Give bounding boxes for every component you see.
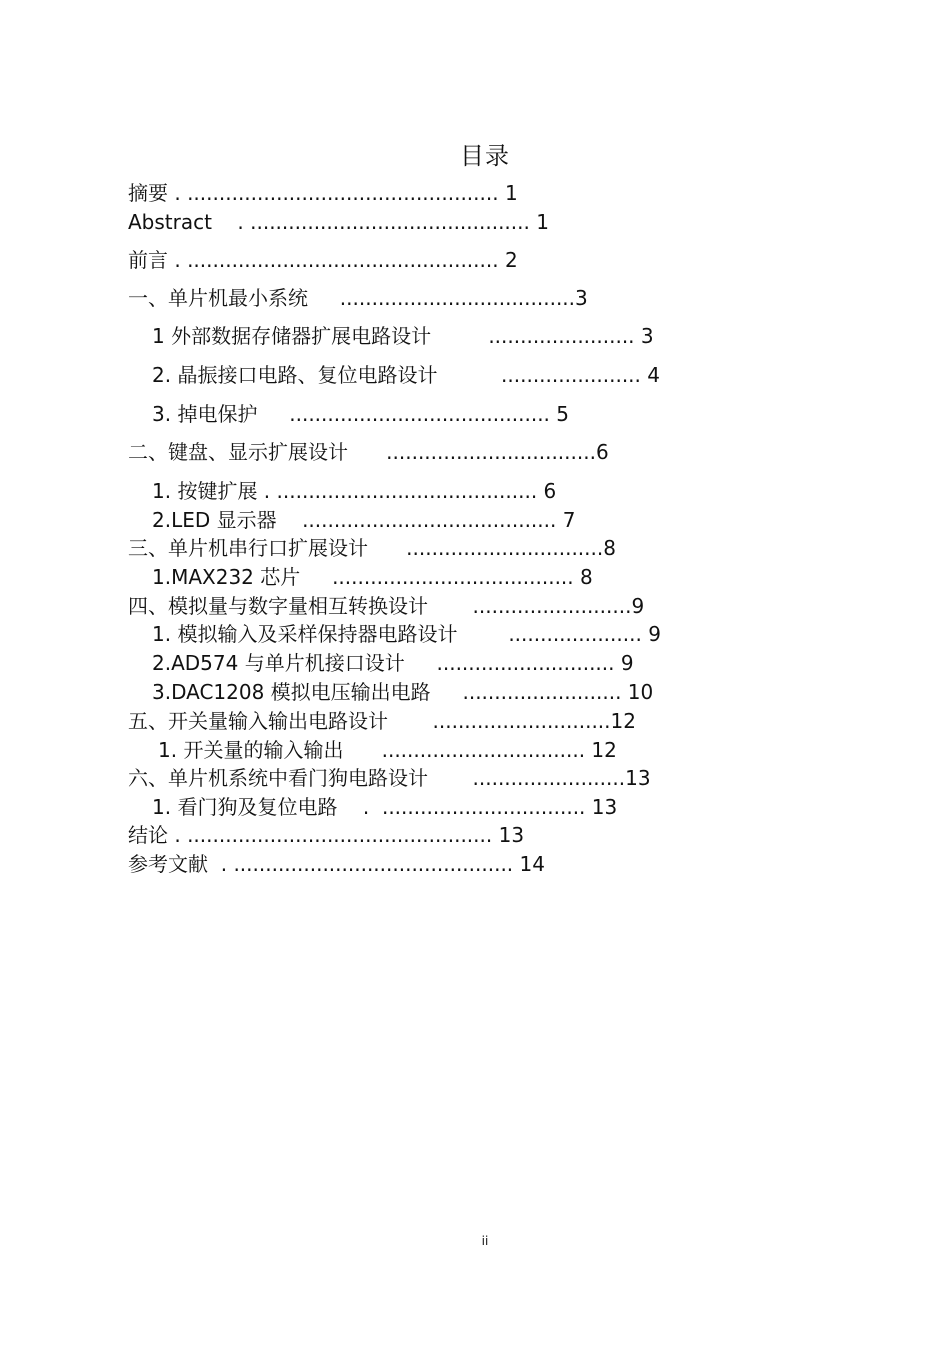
toc-entry-title: 参考文献 (128, 852, 208, 876)
toc-entry[interactable] (128, 440, 609, 464)
toc-entry-title: 3.DAC1208 模拟电压输出电路 (152, 680, 431, 704)
toc-entry-separator (457, 622, 508, 646)
toc-entry-leader: ............................ (436, 651, 621, 675)
toc-entry[interactable] (128, 536, 616, 560)
toc-entry-title: 3. 掉电保护 (152, 402, 258, 426)
toc-entry-title: 2.AD574 与单片机接口设计 (152, 651, 405, 675)
toc-entry[interactable] (128, 286, 588, 310)
toc-entry[interactable] (152, 651, 634, 675)
toc-entry-page-number: 14 (519, 852, 545, 876)
toc-entry[interactable] (152, 680, 653, 704)
toc-entry[interactable] (128, 823, 524, 847)
toc-entry[interactable] (152, 795, 617, 819)
toc-entry[interactable] (158, 738, 617, 762)
toc-entry-title: 一、单片机最小系统 (128, 286, 308, 310)
toc-entry-separator: . (208, 852, 234, 876)
toc-entry-page-number: 8 (580, 565, 593, 589)
toc-entry-leader: ................................. (386, 440, 596, 464)
toc-entry-title: 摘要 (128, 181, 168, 205)
toc-entry-page-number: 4 (647, 363, 660, 387)
toc-entry[interactable] (152, 622, 661, 646)
toc-entry-page-number: 9 (631, 594, 645, 618)
toc-entry-leader: ........................................ (302, 508, 563, 532)
toc-entry-leader: ......................... (462, 680, 628, 704)
toc-entry-page-number: 13 (591, 795, 618, 819)
toc-entry-title: Abstract (128, 210, 212, 234)
toc-entry-separator (428, 594, 473, 618)
toc-entry-leader: ..................................... (339, 286, 576, 310)
toc-entry-title: 1. 看门狗及复位电路 (152, 795, 338, 819)
toc-entry-title: 前言 (128, 248, 168, 272)
toc-entry-separator (257, 402, 289, 426)
toc-entry[interactable] (128, 594, 644, 618)
toc-entry-leader: ................................ (381, 738, 592, 762)
toc-entry[interactable] (152, 363, 660, 387)
toc-entry[interactable] (152, 402, 569, 426)
toc-entry-page-number: 3 (575, 286, 588, 310)
toc-entry-leader: ............................................ (233, 852, 520, 876)
toc-entry-leader: ........................ (472, 766, 626, 790)
toc-entry-leader: ..................... (508, 622, 649, 646)
toc-entry-leader: ......................... (472, 594, 632, 618)
toc-entry[interactable] (128, 181, 518, 205)
footer-page-number: ii (481, 1234, 489, 1248)
toc-entry-leader: ................................................. (187, 248, 505, 272)
toc-entry-separator: . (168, 823, 188, 847)
toc-entry-title: 1. 按键扩展 (152, 479, 258, 503)
toc-entry-page-number: 3 (640, 324, 654, 348)
toc-entry-separator (368, 536, 406, 560)
toc-entry[interactable] (152, 324, 654, 348)
toc-entry-page-number: 8 (603, 536, 616, 560)
toc-entry-title: 1. 模拟输入及采样保持器电路设计 (152, 622, 458, 646)
toc-entry-page-number: 6 (543, 479, 557, 503)
toc-entry-leader: ............................... (406, 536, 604, 560)
toc-entry-page-number: 13 (625, 766, 651, 790)
toc-entry-title: 六、单片机系统中看门狗电路设计 (128, 766, 428, 790)
toc-entry[interactable] (128, 709, 636, 733)
toc-entry-separator: . (337, 795, 382, 819)
toc-entry-title: 2.LED 显示器 (152, 508, 277, 532)
toc-entry-title: 四、模拟量与数字量相互转换设计 (128, 594, 428, 618)
toc-entry-separator (431, 680, 463, 704)
toc-entry-leader: ...................... (501, 363, 648, 387)
toc-entry-page-number: 7 (562, 508, 576, 532)
toc-entry-page-number: 9 (648, 622, 661, 646)
toc-entry-leader: ......................................... (276, 479, 544, 503)
toc-entry-page-number: 1 (504, 181, 518, 205)
toc-entry-page-number: 10 (627, 680, 654, 704)
toc-entry-title: 2. 晶振接口电路、复位电路设计 (152, 363, 438, 387)
toc-entry-title: 1.MAX232 芯片 (152, 565, 301, 589)
toc-entry-title: 五、开关量输入输出电路设计 (128, 709, 388, 733)
toc-entry-leader: ............................................ (250, 210, 537, 234)
toc-entry-leader: ................................................. (187, 181, 505, 205)
toc-entry-separator (308, 286, 340, 310)
toc-entry-separator (431, 324, 488, 348)
toc-entry-title: 二、键盘、显示扩展设计 (128, 440, 348, 464)
toc-entry-separator (437, 363, 501, 387)
toc-entry-leader: ................................................ (187, 823, 499, 847)
toc-entry-separator: . (168, 248, 188, 272)
toc-entry-separator (428, 766, 473, 790)
toc-entry-page-number: 6 (595, 440, 609, 464)
toc-entry-page-number: 12 (591, 738, 617, 762)
toc-entry[interactable] (128, 766, 651, 790)
toc-entry-separator: . (168, 181, 188, 205)
toc-entry-title: 三、单片机串行口扩展设计 (128, 536, 368, 560)
toc-entry[interactable] (128, 248, 518, 272)
toc-entry[interactable] (128, 210, 549, 234)
toc-entry-page-number: 9 (620, 651, 634, 675)
toc-entry[interactable] (152, 508, 575, 532)
toc-entry-page-number: 12 (610, 709, 636, 733)
toc-entry-separator (405, 651, 437, 675)
toc-entry[interactable] (152, 565, 593, 589)
toc-entry-separator: . (257, 479, 277, 503)
toc-entry-title: 1. 开关量的输入输出 (158, 738, 344, 762)
toc-entry-leader: ................................ (381, 795, 592, 819)
toc-entry-separator (348, 440, 386, 464)
toc-entry-title: 1 外部数据存储器扩展电路设计 (152, 324, 432, 348)
toc-entry-leader: ............................ (432, 709, 611, 733)
toc-entry-leader: ......................................... (289, 402, 557, 426)
toc-entry-separator (388, 709, 433, 733)
toc-entry-separator: . (211, 210, 251, 234)
toc-entry-separator (343, 738, 381, 762)
toc-entry-page-number: 2 (504, 248, 518, 272)
toc-entry[interactable] (152, 479, 556, 503)
toc-entry-leader: ...................................... (332, 565, 581, 589)
toc-entry-title: 结论 (128, 823, 168, 847)
toc-entry-page-number: 13 (498, 823, 525, 847)
toc-entry[interactable] (128, 852, 545, 876)
toc-entry-separator (300, 565, 332, 589)
page-title: 目录 (460, 142, 510, 170)
toc-entry-separator (277, 508, 302, 532)
toc-entry-leader: ....................... (488, 324, 641, 348)
toc-entry-page-number: 5 (556, 402, 569, 426)
toc-entry-page-number: 1 (536, 210, 549, 234)
